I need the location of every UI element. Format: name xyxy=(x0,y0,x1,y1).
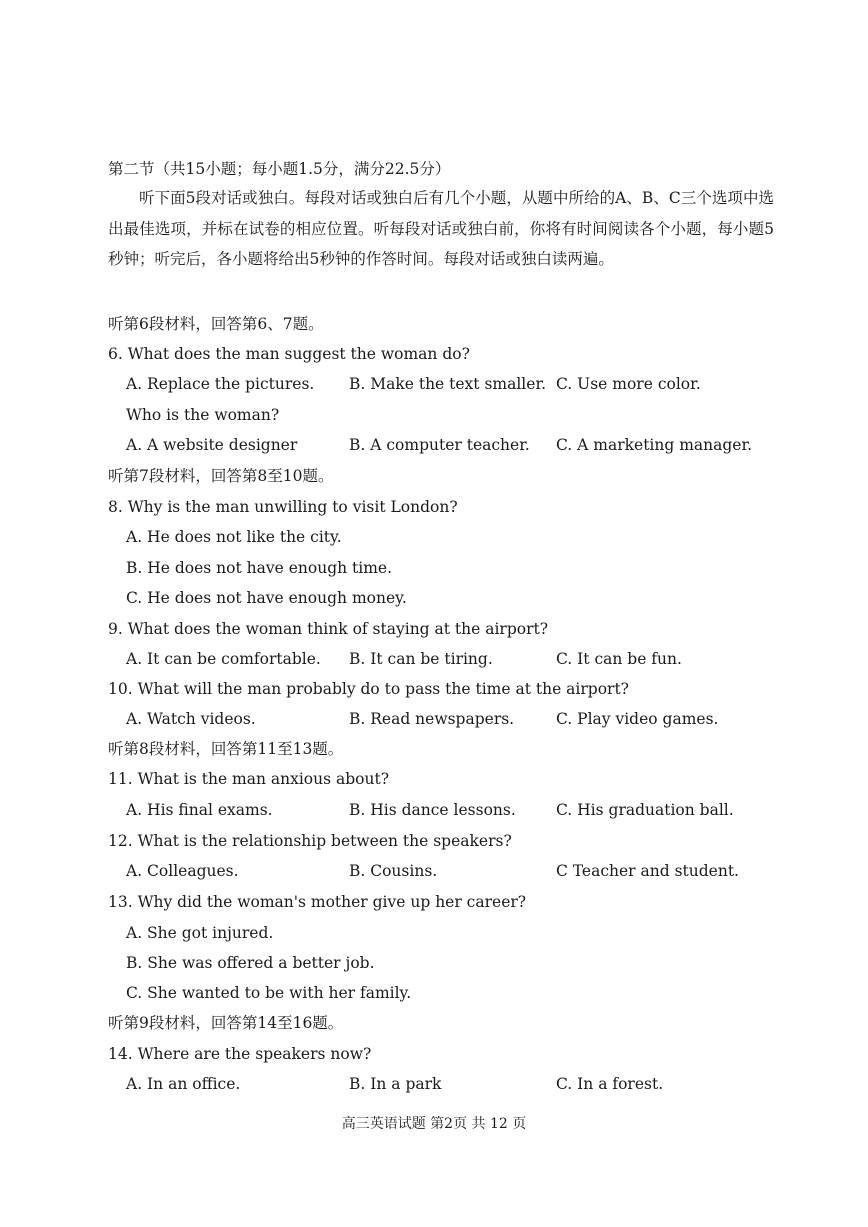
question-13-option-a: A. She got injured. xyxy=(126,924,274,942)
question-14-option-b: B. In a park xyxy=(349,1075,442,1093)
question-14-option-a: A. In an office. xyxy=(126,1075,241,1093)
question-12-option-a: A. Colleagues. xyxy=(126,862,239,880)
page-footer: 高三英语试题 第2页 共 12 页 xyxy=(341,1116,527,1132)
question-9-option-a: A. It can be comfortable. xyxy=(126,650,321,668)
question-7-stem: Who is the woman? xyxy=(126,406,280,424)
question-11-option-a: A. His final exams. xyxy=(126,801,273,819)
question-6-option-c: C. Use more color. xyxy=(556,375,701,393)
question-7-option-a: A. A website designer xyxy=(126,436,298,454)
group-header-9: 听第9段材料，回答第14至16题。 xyxy=(108,1014,344,1032)
group-header-6: 听第6段材料，回答第6、7题。 xyxy=(108,315,324,333)
question-11-option-c: C. His graduation ball. xyxy=(556,801,734,819)
question-12-stem: 12. What is the relationship between the speakers? xyxy=(108,832,512,850)
question-10-option-b: B. Read newspapers. xyxy=(349,710,515,728)
question-13-option-c: C. She wanted to be with her family. xyxy=(126,984,412,1002)
question-6-option-a: A. Replace the pictures. xyxy=(126,375,315,393)
question-9-option-c: C. It can be fun. xyxy=(556,650,682,668)
question-9-option-b: B. It can be tiring. xyxy=(349,650,493,668)
question-6-stem: 6. What does the man suggest the woman do? xyxy=(108,345,470,363)
question-12-option-b: B. Cousins. xyxy=(349,862,438,880)
question-7-option-c: C. A marketing manager. xyxy=(556,436,753,454)
group-header-7: 听第7段材料，回答第8至10题。 xyxy=(108,467,334,485)
question-13-option-b: B. She was offered a better job. xyxy=(126,954,375,972)
question-10-option-a: A. Watch videos. xyxy=(126,710,256,728)
question-14-stem: 14. Where are the speakers now? xyxy=(108,1045,372,1063)
question-13-stem: 13. Why did the woman's mother give up her career? xyxy=(108,893,527,911)
question-8-option-a: A. He does not like the city. xyxy=(126,528,342,546)
question-10-stem: 10. What will the man probably do to pass the time at the airport? xyxy=(108,680,629,698)
question-7-option-b: B. A computer teacher. xyxy=(349,436,530,454)
question-8-option-c: C. He does not have enough money. xyxy=(126,589,407,607)
question-8-option-b: B. He does not have enough time. xyxy=(126,559,393,577)
section-heading: 第二节（共15小题；每小题1.5分，满分22.5分） xyxy=(108,160,451,178)
question-9-stem: 9. What does the woman think of staying at the airport? xyxy=(108,620,549,638)
question-11-stem: 11. What is the man anxious about? xyxy=(108,770,390,788)
question-10-option-c: C. Play video games. xyxy=(556,710,719,728)
group-header-8: 听第8段材料，回答第11至13题。 xyxy=(108,740,344,758)
instructions-paragraph: 听下面5段对话或独白。每段对话或独白后有几个小题，从题中所给的A、B、C三个选项中选出最佳选项，并标在试卷的相应位置。听每段对话或独白前，你将有时间阅读各个小题，每小题5秒钟；听完后，各小题将给出5秒钟的作答时间。每段对话或独白读两遍。 xyxy=(108,189,774,268)
question-14-option-c: C. In a forest. xyxy=(556,1075,664,1093)
question-6-option-b: B. Make the text smaller. xyxy=(349,375,547,393)
question-12-option-c: C Teacher and student. xyxy=(556,862,739,880)
question-11-option-b: B. His dance lessons. xyxy=(349,801,516,819)
question-8-stem: 8. Why is the man unwilling to visit London? xyxy=(108,498,458,516)
